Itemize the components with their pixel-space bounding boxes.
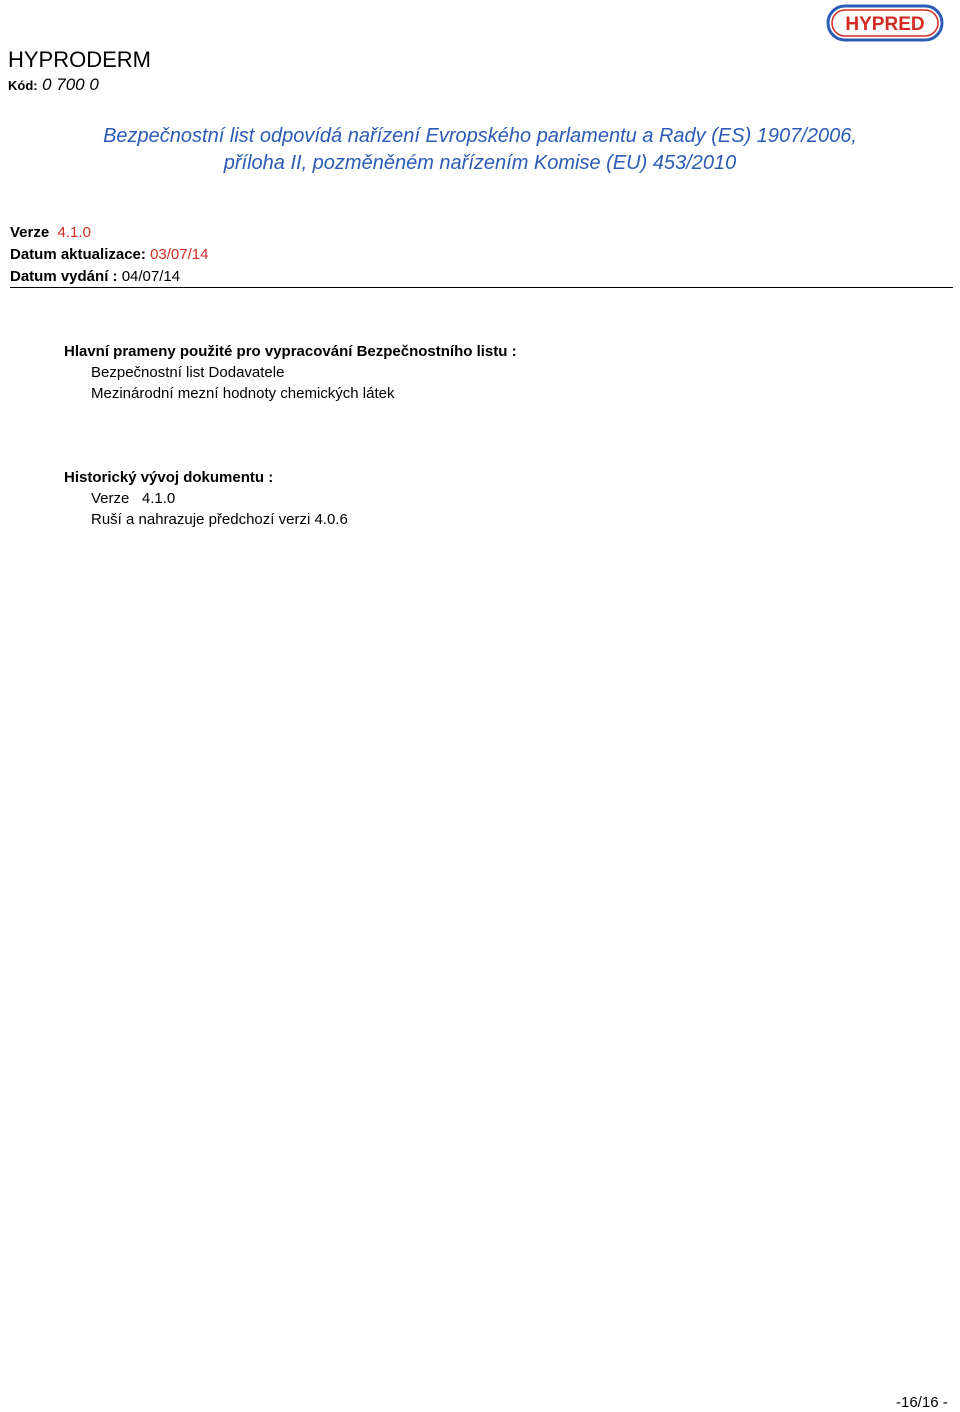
hypred-logo [826,4,944,42]
updated-row [10,244,208,266]
updated-value: 03/07/14 [150,246,209,263]
version-row [10,222,208,244]
updated-label: Datum aktualizace: [10,246,146,263]
source-item: Bezpečnostní list Dodavatele [91,364,285,381]
version-value: 4.1.0 [57,224,91,241]
version-label: Verze [10,224,50,241]
history-heading: Historický vývoj dokumentu : [64,469,274,486]
page-number: -16/16 - [896,1394,948,1411]
regulation-line-2: příloha II, pozměněném nařízením Komise (EU) 453/2010 [223,152,737,174]
logo-text: HYPRED [845,14,925,35]
product-code [8,75,99,95]
regulation-title [0,123,960,177]
source-item: Mezinárodní mezní hodnoty chemických látek [91,385,395,402]
sources-heading: Hlavní prameny použité pro vypracování Bezpečnostního listu : [64,343,517,360]
product-name: HYPRODERM [8,47,152,72]
history-version: Verze 4.1.0 [91,490,176,507]
issued-value: 04/07/14 [121,268,181,285]
history-section [64,467,348,530]
code-value: 0 700 0 [42,75,99,94]
header-divider [10,287,953,288]
regulation-line-1: Bezpečnostní list odpovídá nařízení Evropského parlamentu a Rady (ES) 1907/2006, [103,125,857,147]
issued-label: Datum vydání : [10,268,118,285]
code-label: Kód: [8,78,38,93]
history-replaces: Ruší a nahrazuje předchozí verzi 4.0.6 [91,511,348,528]
version-block [10,222,208,288]
issued-row [10,266,208,288]
sources-section [64,341,517,404]
